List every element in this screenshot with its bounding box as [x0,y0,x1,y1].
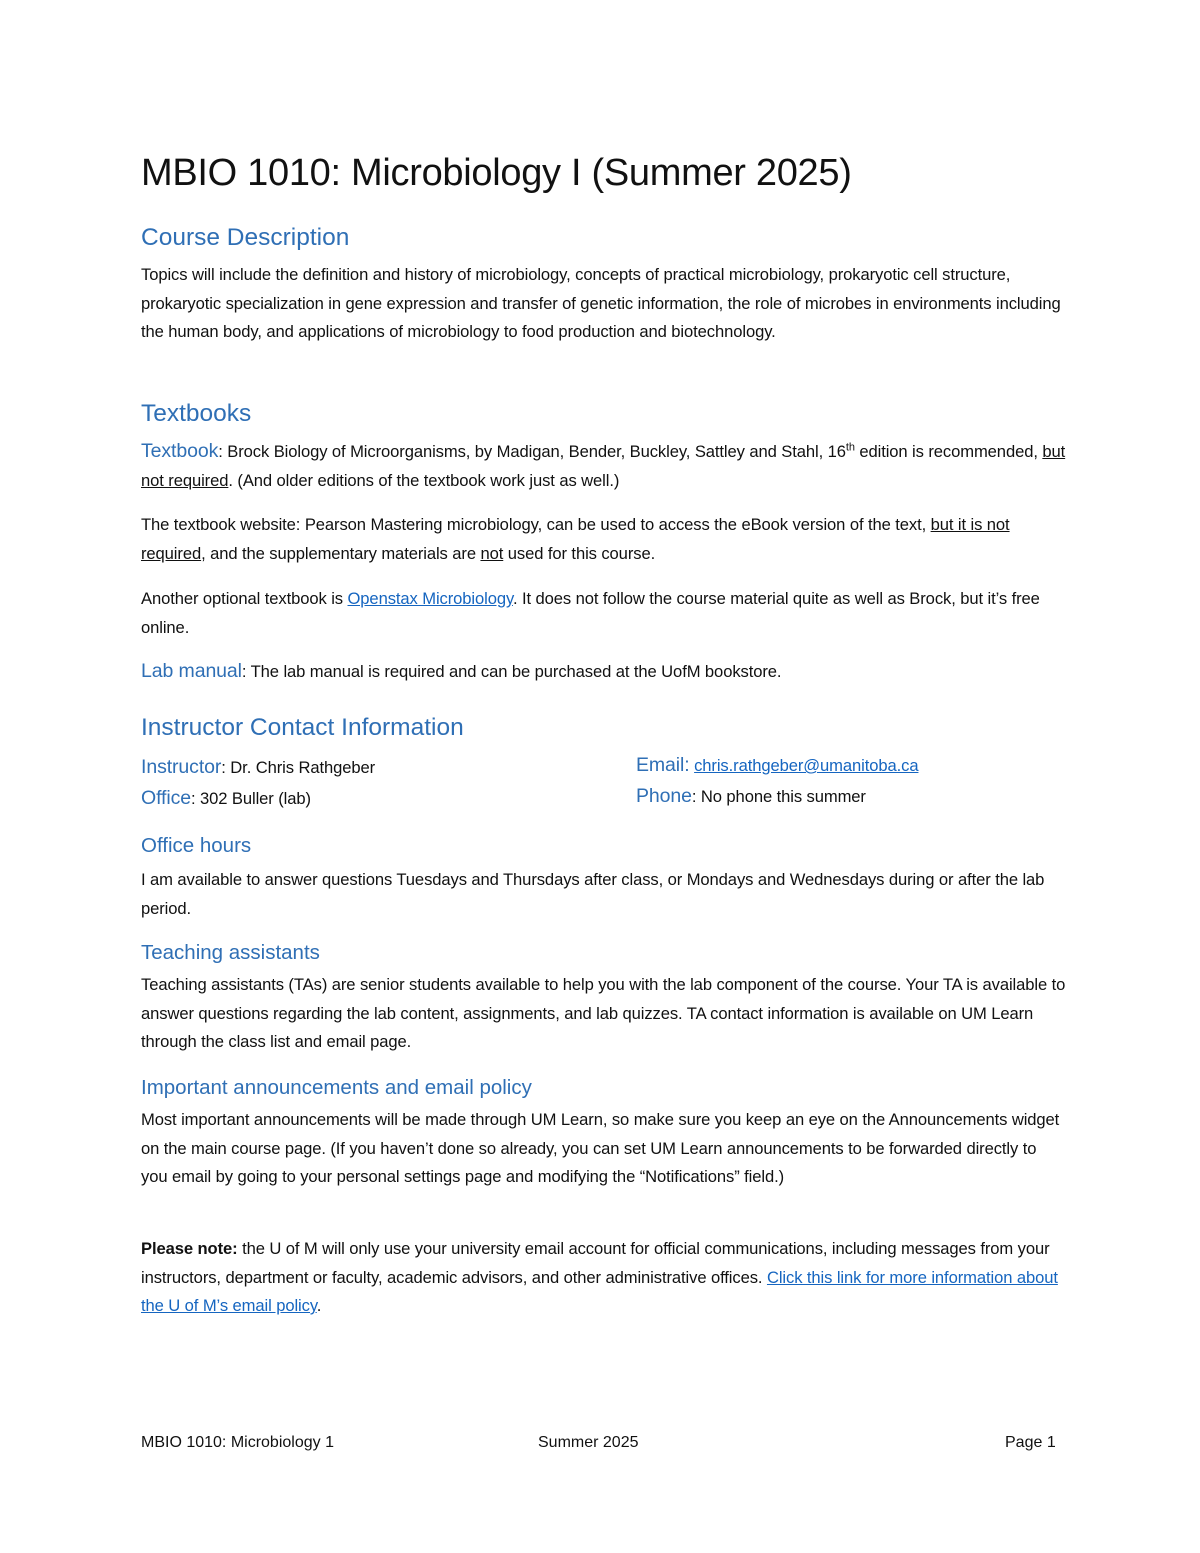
phone-value: : No phone this summer [691,787,866,806]
phone-line [636,782,1066,812]
textbook-paragraph [141,437,1066,495]
email-link[interactable]: chris.rathgeber@umanitoba.ca [694,756,919,775]
announcements-heading: Important announcements and email policy [141,1076,532,1099]
textbook-website-paragraph [141,511,1066,568]
website-text-3: used for this course. [503,543,656,563]
footer-page-number: Page 1 [1005,1434,1056,1451]
textbook-sup: th [845,441,855,454]
instructor-heading: Instructor Contact Information [141,714,464,741]
phone-label: Phone [636,785,692,807]
email-line [636,751,1066,781]
footer-center: Summer 2025 [538,1434,639,1451]
lab-manual-label: Lab manual [141,660,242,682]
website-underline-2: not [480,543,504,563]
textbook-text-3: . (And older editions of the textbook work just as well.) [228,470,620,490]
openstax-link[interactable]: Openstax Microbiology [347,589,513,608]
website-underline-1: but it is not required [141,515,1010,563]
textbooks-heading: Textbooks [141,400,252,427]
textbook-label: Textbook [141,440,219,462]
course-description-heading: Course Description [141,224,350,251]
website-text-2: , and the supplementary materials are [201,543,481,563]
website-text-1: The textbook website: Pearson Mastering microbiology, can be used to access the eBook version of the text, [141,515,931,534]
office-label: Office [141,787,191,809]
optional-textbook-paragraph [141,585,1066,642]
office-value: : 302 Buller (lab) [190,789,311,808]
footer-left: MBIO 1010: Microbiology 1 [141,1434,334,1451]
email-label: Email: [636,754,690,776]
optional-text-1: Another optional textbook is [141,589,348,608]
textbook-text-2: edition is recommended, [854,442,1043,461]
office-hours-heading: Office hours [141,834,252,857]
email-policy-note [141,1235,1066,1321]
announcements-body: Most important announcements will be made through UM Learn, so make sure you keep an eye on the Announcements widget on the main course page. (If you haven’t done so already, you can set UM Learn announcements to be forwarded directly to you email by going to your personal settings page and modifying the “Notifications” field.) [141,1110,1060,1186]
lab-manual-text: : The lab manual is required and can be purchased at the UofM bookstore. [241,662,782,681]
email-policy-text: the U of M will only use your university email account for official communications, including messages from your instructors, department or faculty, academic advisors, and other administrative offices. [141,1239,1050,1287]
instructor-label: Instructor [141,756,222,778]
teaching-assistants-heading: Teaching assistants [141,941,320,964]
lab-manual-paragraph [141,657,1066,687]
email-policy-end: . [316,1296,322,1315]
page-title: MBIO 1010: Microbiology I (Summer 2025) [141,152,852,194]
textbook-text-1: : Brock Biology of Microorganisms, by Madigan, Bender, Buckley, Sattley and Stahl, 16 [218,442,846,461]
teaching-assistants-body: Teaching assistants (TAs) are senior students available to help you with the lab component of the course. Your TA is available to answer questions regarding the lab content, assignments, and lab quizzes. TA contact information is available on UM Learn through the class list and email page. [141,975,1066,1051]
course-description-body: Topics will include the definition and history of microbiology, concepts of practical microbiology, prokaryotic cell structure, prokaryotic specialization in gene expression and transfer of genetic information, the role of microbes in environments including the human body, and applications of microbiology to food production and biotechnology. [141,265,1061,341]
textbook-underline: but not required [141,442,1066,490]
email-policy-link[interactable]: Click this link for more information about the U of M’s email policy [141,1267,1058,1315]
optional-text-2: . It does not follow the course material quite as well as Brock, but it’s free online. [141,589,1040,637]
please-note-label: Please note: [141,1239,238,1258]
instructor-value: : Dr. Chris Rathgeber [221,758,376,777]
office-hours-body: I am available to answer questions Tuesdays and Thursdays after class, or Mondays and Wednesdays during or after the lab period. [141,870,1045,918]
